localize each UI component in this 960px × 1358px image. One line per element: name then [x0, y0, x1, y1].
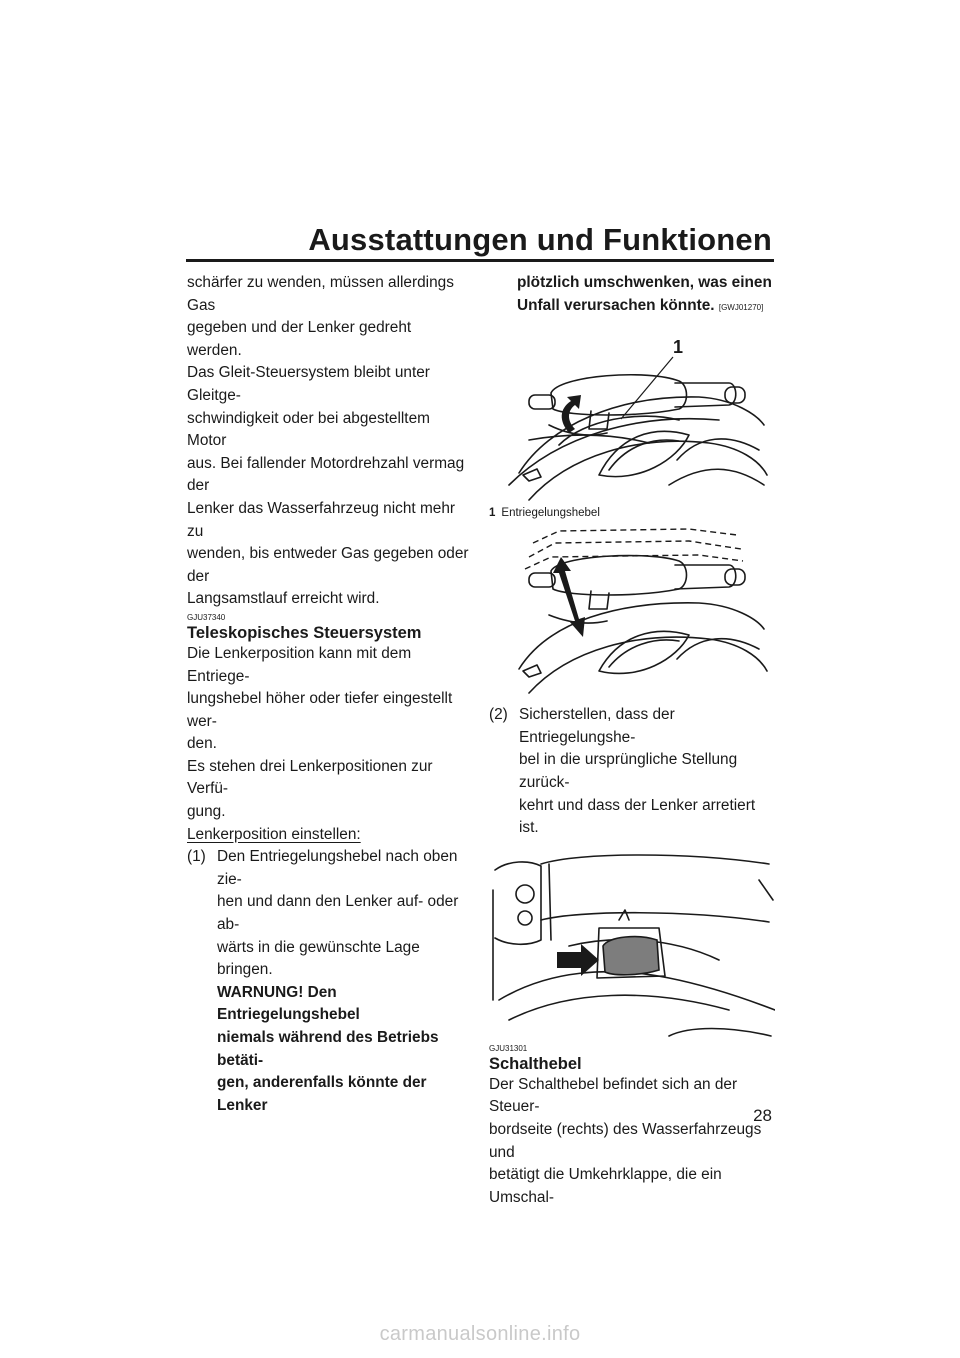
section-title: Schalthebel [489, 1054, 582, 1073]
intro-line: Lenker das Wasserfahrzeug nicht mehr zu [187, 499, 456, 540]
step-1 [187, 846, 469, 1117]
warning-line: niemals während des Betriebs betäti- [217, 1029, 439, 1069]
intro-line: schärfer zu wenden, müssen allerdings Gas [187, 274, 454, 314]
body-line: betätigt die Umkehrklappe, die ein Umschal- [489, 1166, 722, 1206]
intro-line: Das Gleit-Steuersystem bleibt unter Gleitge- [187, 364, 430, 404]
body-line: Die Lenkerposition kann mit dem Entriege- [187, 644, 412, 685]
body-line: Der Schalthebel befindet sich an der Steuer- [489, 1075, 738, 1116]
figure-release-lever [489, 325, 769, 505]
section-code: GJU37340 [187, 612, 226, 622]
figure-lever-locked [489, 850, 775, 1040]
page-number: 28 [753, 1106, 772, 1125]
intro-line: schwindigkeit oder bei abgestelltem Motor [187, 409, 430, 450]
body-line: gung. [187, 803, 226, 821]
step-line: bel in die ursprüngliche Stellung zurück- [519, 751, 738, 791]
step-line: Den Entriegelungshebel nach oben zie- [217, 848, 458, 888]
figure-callout: 1 [673, 337, 684, 358]
step-line: kehrt und dass der Lenker arretiert ist. [519, 796, 756, 837]
warning-line: plötzlich umschwenken, was einen [517, 274, 772, 291]
section-code: GJU31301 [489, 1043, 528, 1053]
intro-line: gegeben und der Lenker gedreht werden. [187, 319, 412, 359]
warning-line: Unfall verursachen könnte. [GWJ01270] [517, 296, 764, 314]
body-line: bordseite (rechts) des Wasserfahrzeugs und [489, 1120, 762, 1161]
step-2 [489, 704, 775, 840]
body-line: den. [187, 735, 217, 753]
intro-line: aus. Bei fallender Motordrehzahl vermag der [187, 454, 465, 495]
warning-ref: [GWJ01270] [718, 302, 764, 312]
figure-caption: 1 Entriegelungshebel [489, 507, 600, 520]
section-title: Teleskopisches Steuersystem [187, 623, 422, 642]
right-column [489, 272, 775, 1209]
left-column [187, 272, 469, 1117]
watermark-link[interactable]: carmanualsonline.info [379, 1323, 581, 1345]
intro-line: wenden, bis entweder Gas gegeben oder der [187, 545, 469, 585]
page-title: Ausstattungen und Funktionen [308, 222, 772, 257]
warning-line: gen, anderenfalls könnte der Lenker [217, 1074, 427, 1114]
header-rule [186, 259, 774, 262]
step-line: Sicherstellen, dass der Entriegelungshe- [519, 706, 675, 746]
body-line: lungshebel höher oder tiefer eingestellt wer- [187, 690, 453, 730]
subheading: Lenkerposition einstellen: [187, 825, 361, 843]
intro-line: Langsamstlauf erreicht wird. [187, 590, 380, 608]
figure-handlebar-positions [489, 521, 769, 696]
warning-line: WARNUNG! Den Entriegelungshebel [217, 983, 360, 1024]
body-line: Es stehen drei Lenkerpositionen zur Verfü- [187, 757, 433, 798]
step-number: (2) [489, 706, 508, 724]
step-line: wärts in die gewünschte Lage bringen. [217, 938, 420, 979]
step-line: hen und dann den Lenker auf- oder ab- [217, 893, 459, 934]
step-number: (1) [187, 848, 206, 866]
